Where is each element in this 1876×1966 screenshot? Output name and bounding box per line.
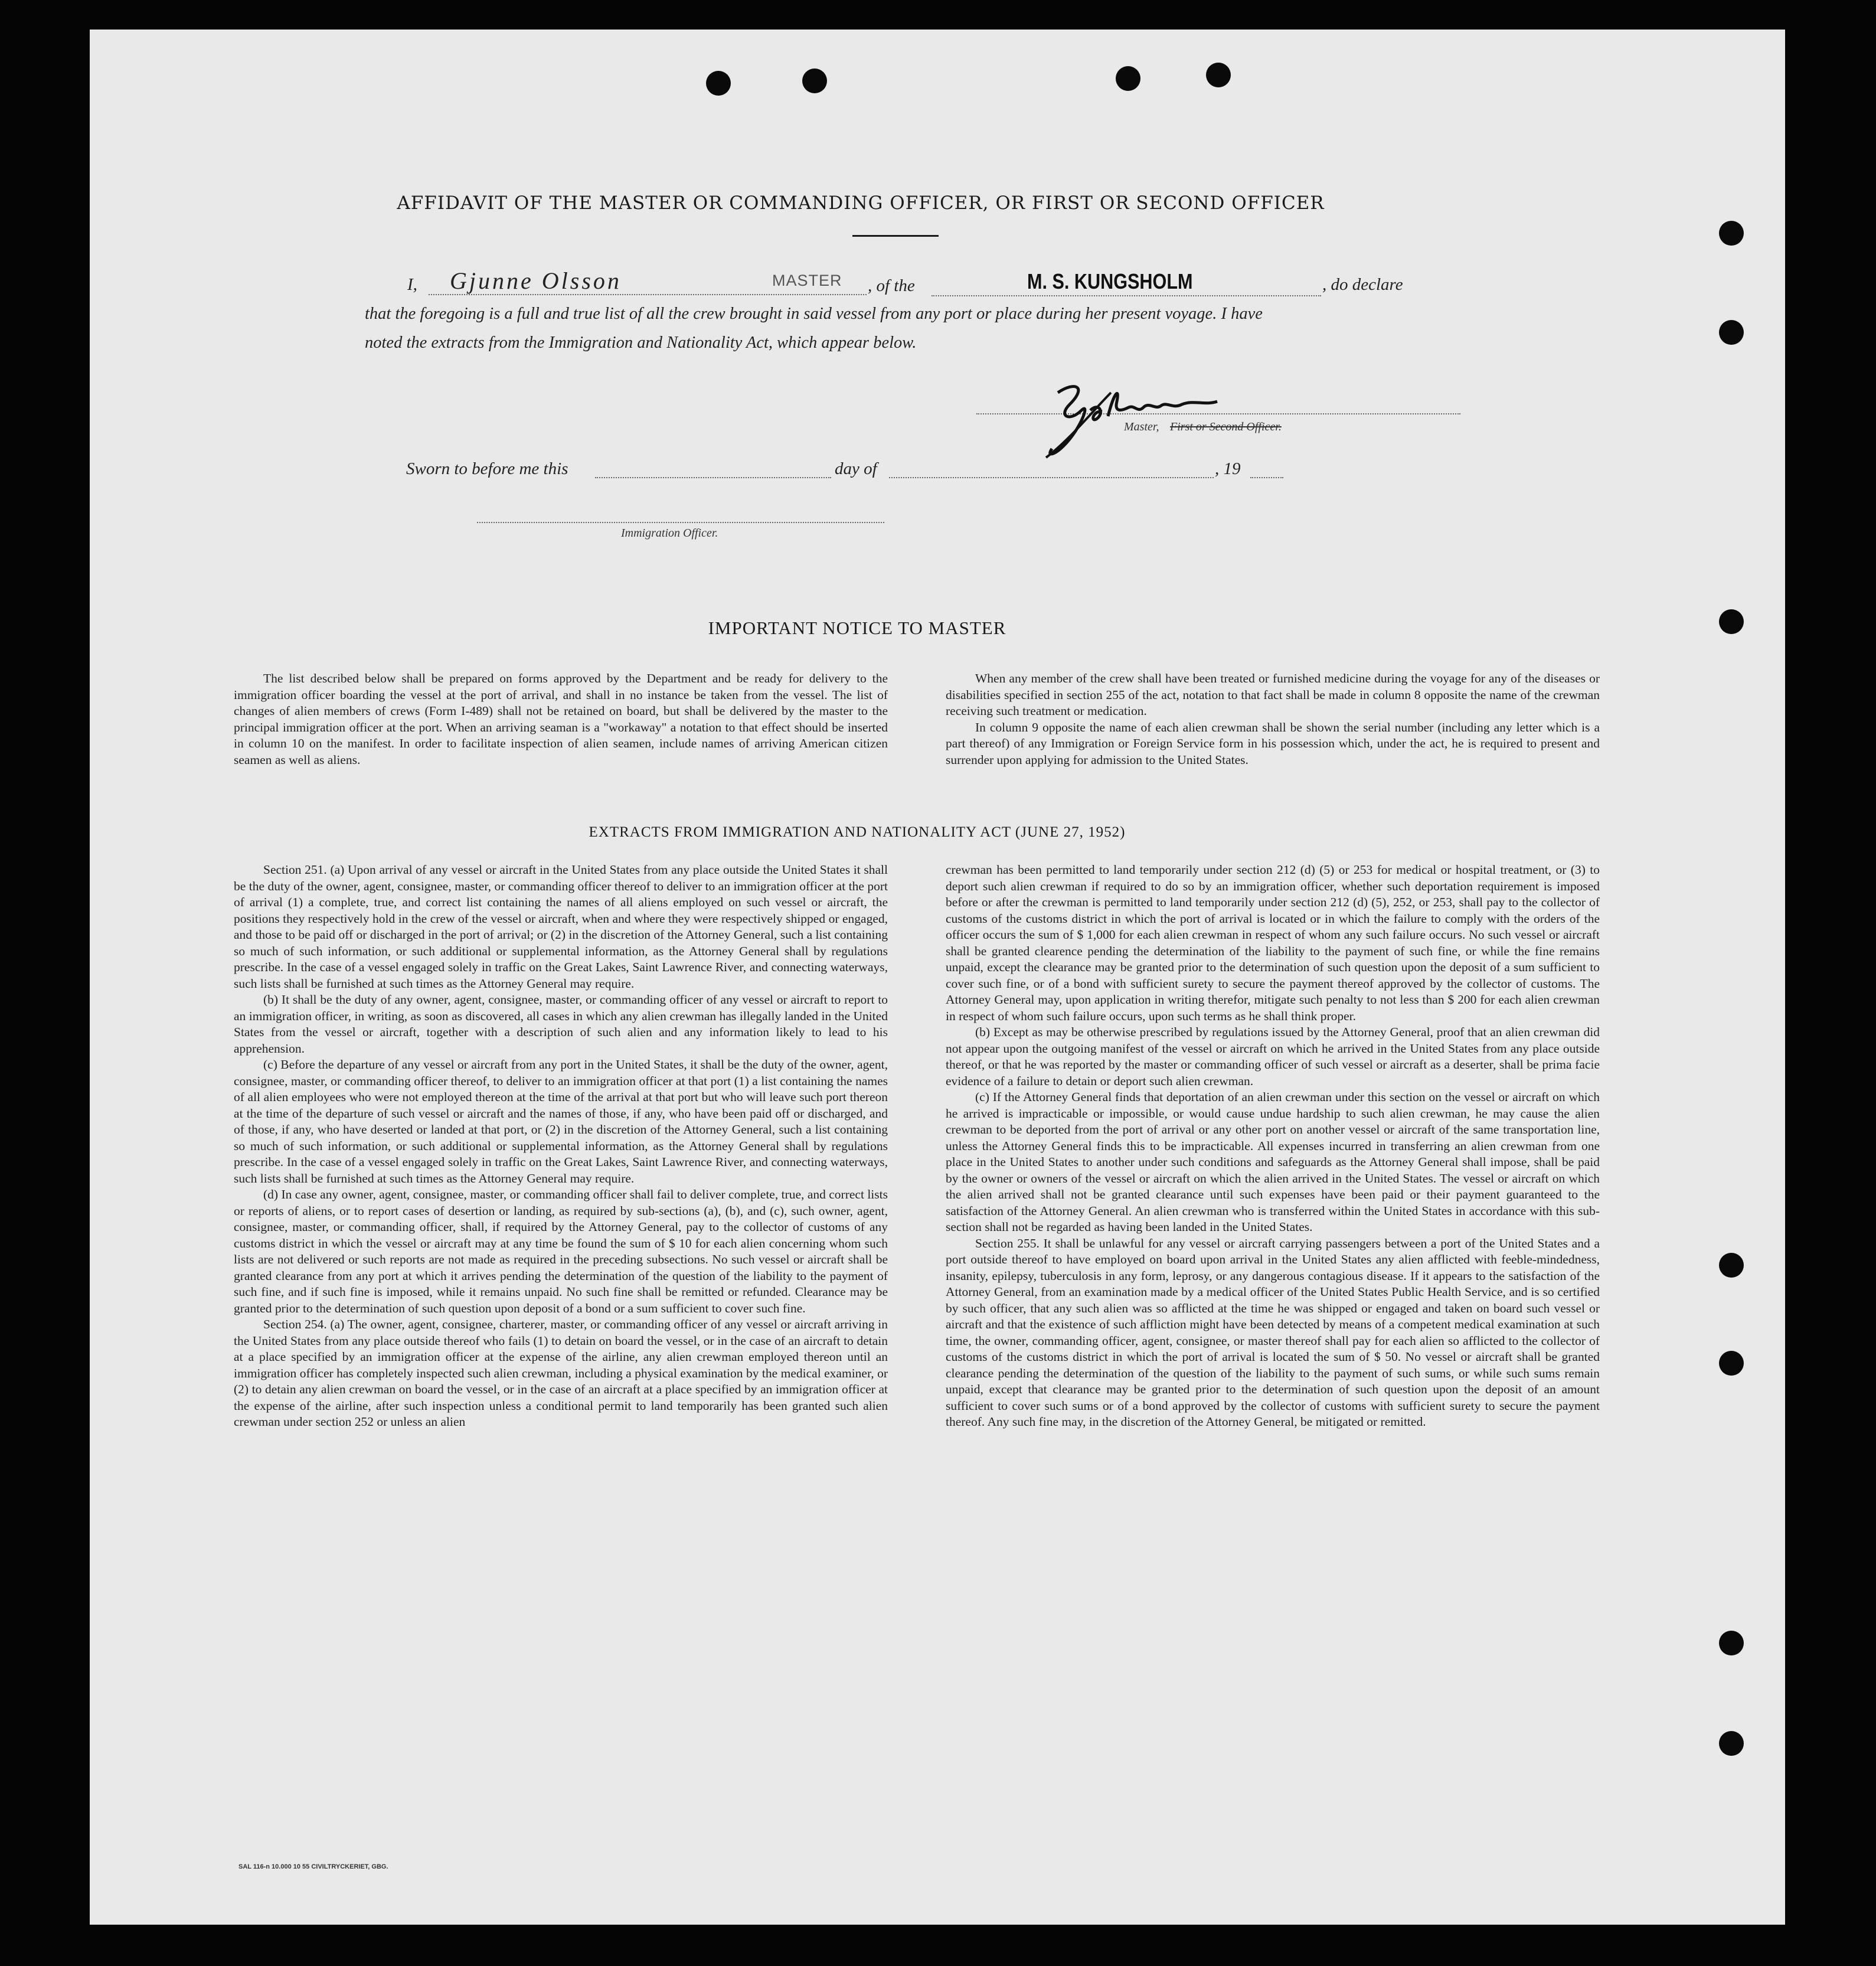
- sworn-month-line: [889, 477, 1214, 478]
- notice-left-column: [234, 671, 888, 768]
- vessel-name-line: [932, 295, 1321, 296]
- sworn-year-line: [1250, 477, 1283, 478]
- form-footer: SAL 116-n 10.000 10 55 CIVILTRYCKERIET, GBG.: [238, 1863, 388, 1870]
- vessel-name: M. S. KUNGSHOLM: [1027, 269, 1193, 293]
- notice-left-paragraph: The list described below shall be prepared on forms approved by the Department and be ready for delivery to the immigration officer boarding the vessel at the port of arrival, and shall in no instance be taken from the vessel. The list of changes of alien members of crews (Form I-489) shall not be retained on board, but shall be delivered by the master to the principal immigration officer at the port. When an arriving seaman is a "workaway" a notation to that effect should be inserted in column 10 on the manifest. In order to facilitate inspection of alien seamen, include names of arriving American citizen seamen as well as aliens.: [234, 671, 888, 767]
- do-declare-label: , do declare: [1322, 275, 1403, 294]
- master-stamp: MASTER: [772, 272, 842, 289]
- extracts-heading: EXTRACTS FROM IMMIGRATION AND NATIONALITY ACT (JUNE 27, 1952): [589, 824, 1126, 840]
- notice-right-column: [946, 671, 1600, 768]
- punch-hole: [1719, 1731, 1744, 1756]
- master-signature: [1034, 369, 1247, 463]
- sworn-label: Sworn to before me this: [406, 459, 568, 478]
- day-of-label: day of: [835, 459, 877, 478]
- immigration-officer-line: [477, 522, 884, 523]
- punch-hole: [1719, 1351, 1744, 1376]
- extract-paragraph: (c) Before the departure of any vessel or aircraft from any port in the United States, it shall be the duty of the owner, agent, consignee, master, or commanding officer thereof, to deliver to an immigration officer at that port (1) a list containing the names of all alien employees who were not employed thereon at the time of the arrival at that port but who will leave such port thereon at the time of the departure of such vessel or aircraft and the names of those, if any, who have been paid off or discharged, and of those, if any, who have deserted or landed at that port, or (2) in the discretion of the Attorney General, such a list containing so much of such information, or such additional or supplemental information, as the Attorney General shall by regulations prescribe. In the case of a vessel engaged solely in traffic on the Great Lakes, Saint Lawrence River, and connecting waterways, such lists shall be furnished at such times as the Attorney General may require.: [234, 1057, 888, 1186]
- extract-paragraph: (b) Except as may be otherwise prescribed by regulations issued by the Attorney General, proof that an alien crewman did not appear upon the outgoing manifest of the vessel or aircraft on which he arrived in the United States from any place outside thereof, or that he was reported by the master or commanding officer of such vessel or aircraft as a deserter, shall be prima facie evidence of a failure to detain or deport such alien crewman.: [946, 1025, 1600, 1088]
- extract-paragraph: (c) If the Attorney General finds that deportation of an alien crewman under this section on the vessel or aircraft on which he arrived is impracticable or impossible, or would cause undue hardship to such alien crewman, he may cause the alien crewman to be deported from the port of arrival or any other port on another vessel or aircraft of the same transportation line, unless the Attorney General finds this to be impracticable. All expenses incurred in transferring an alien crewman from one place in the United States to another under such conditions and safeguards as the Attorney General shall impose, shall be paid by the owner or owners of the vessel or aircraft on which the alien arrived in the United States. The vessel or aircraft on which the alien arrived shall not be granted clearance until such expenses have been paid or their payment guaranteed to the satisfaction of the Attorney General. An alien crewman who is transferred within the United States in accordance with this sub-section shall not be regarded as having been landed in the United States.: [946, 1090, 1600, 1234]
- extract-paragraph: Section 254. (a) The owner, agent, consignee, charterer, master, or commanding officer of any vessel or aircraft arriving in the United States from any place outside thereof who fails (1) to detain on board the vessel, or in the case of an aircraft to detain at a place specified by an immigration officer at the expense of the airline, any alien crewman employed thereon until an immigration officer has completely inspected such alien crewman, including a physical examination by the medical examiner, or (2) to detain any alien crewman on board the vessel, or in the case of an aircraft at a place specified by an immigration officer at the expense of the airline, after such inspection unless a conditional permit to land temporarily has been granted such alien crewman under section 252 or unless an alien: [234, 1317, 888, 1429]
- sworn-day-line: [595, 477, 831, 478]
- declaration-line-3: noted the extracts from the Immigration and Nationality Act, which appear below.: [365, 334, 917, 352]
- declaration-line-2: that the foregoing is a full and true list of all the crew brought in said vessel from any port or place during her present voyage. I have: [365, 305, 1263, 323]
- master-name-handwritten: Gjunne Olsson: [450, 267, 622, 294]
- punch-hole: [1719, 221, 1744, 246]
- punch-hole: [1719, 1631, 1744, 1655]
- punch-hole: [1206, 63, 1231, 87]
- signature-caption-master: Master,: [1124, 420, 1159, 433]
- year-label: , 19: [1215, 459, 1241, 478]
- of-the-label: , of the: [868, 276, 915, 295]
- punch-hole: [802, 68, 827, 93]
- affidavit-title: AFFIDAVIT OF THE MASTER OR COMMANDING OFFICER, OR FIRST OR SECOND OFFICER: [397, 192, 1325, 214]
- notice-right-paragraph-2: In column 9 opposite the name of each alien crewman shall be shown the serial number (including any letter which is a part thereof) of any Immigration or Foreign Service form in his possession which, under the act, he is required to present and surrender upon applying for admission to the United States.: [946, 720, 1600, 767]
- notice-right-paragraph-1: When any member of the crew shall have been treated or furnished medicine during the voyage for any of the diseases or disabilities specified in section 255 of the act, notation to that fact shall be made in column 8 opposite the name of the crewman receiving such treatment or medication.: [946, 671, 1600, 718]
- extract-paragraph: Section 255. It shall be unlawful for any vessel or aircraft carrying passengers between a port of the United States and a port outside thereof to have employed on board upon arrival in the United States any alien afflicted with feeble-mindedness, insanity, epilepsy, tuberculosis in any form, leprosy, or any dangerous contagious disease. If it appears to the satisfaction of the Attorney General, from an examination made by a medical officer of the United States Public Health Service, and is so certified by such officer, that any such alien was so afflicted at the time he was shipped or engaged and taken on board such vessel or aircraft and that the existence of such affliction might have been detected by means of a competent medical examination at such time, the owner, commanding officer, agent, consignee, or master thereof shall pay for each alien so afflicted to the collector of customs of the customs district in which the port of arrival is located the sum of $ 50. No vessel or aircraft shall be granted clearance pending the determination of the question of the liability to the payment of such sums, or while such sums remain unpaid, except that clearance may be granted prior to the determination of such question upon the deposit of an amount sufficient to cover such sums or of a bond approved by the collector of customs with sufficient surety to secure the payment thereof. Any such fine may, in the discretion of the Attorney General, be mitigated or remitted.: [946, 1236, 1600, 1429]
- extracts-left-column: [234, 862, 888, 1431]
- extract-paragraph: Section 251. (a) Upon arrival of any vessel or aircraft in the United States from any place outside the United States it shall be the duty of the owner, agent, consignee, master, or commanding officer thereof to deliver to an immigration officer at the port of arrival (1) a complete, true, and correct list containing the names of all aliens employed on such vessel or aircraft, the positions they respectively hold in the crew of the vessel or aircraft, when and where they were respectively shipped or engaged, and those to be paid off or discharged in the port of arrival; or (2) in the discretion of the Attorney General, such a list containing so much of such information, or such additional or supplemental information, as the Attorney General shall by regulations prescribe. In the case of a vessel engaged solely in traffic on the Great Lakes, Saint Lawrence River, and connecting waterways, such lists shall be furnished at such times as the Attorney General may require.: [234, 863, 888, 991]
- signature-caption-struck: First or Second Officer.: [1170, 420, 1282, 433]
- notice-heading: IMPORTANT NOTICE TO MASTER: [708, 618, 1006, 638]
- punch-hole: [1719, 1253, 1744, 1278]
- document-page: [90, 30, 1785, 1925]
- punch-hole: [1719, 320, 1744, 345]
- punch-hole: [1116, 66, 1140, 91]
- extract-paragraph: (b) It shall be the duty of any owner, agent, consignee, master, or commanding officer of any vessel or aircraft to report to an immigration officer, in writing, as soon as discovered, all cases in which any alien crewman has illegally landed in the United States from the vessel or aircraft, together with a description of such alien and any information likely to lead to his apprehension.: [234, 992, 888, 1056]
- declaration-i: I,: [407, 275, 417, 294]
- extract-paragraph: (d) In case any owner, agent, consignee, master, or commanding officer shall fail to deliver complete, true, and correct lists or reports of aliens, or to report cases of desertion or landing, as required by sub-sections (a), (b), and (c), such owner, agent, consignee, master, or commanding officer, shall, if required by the Attorney General, pay to the collector of customs of any customs district in which the vessel or aircraft may at any time be found the sum of $ 10 for each alien concerning whom such lists are not delivered or such reports are not made as required in the preceding subsections. No such vessel or aircraft shall be granted clearance from any port at which it arrives pending the determination of the question of the liability to the payment of such fine, and if such fine is imposed, while it remains unpaid. No such fine shall be remitted or refunded. Clearance may be granted prior to the determination of such question upon deposit of a bond or a sum sufficient to cover such fine.: [234, 1187, 888, 1315]
- extracts-right-column: [946, 862, 1600, 1431]
- immigration-officer-label: Immigration Officer.: [621, 527, 718, 540]
- punch-hole: [706, 71, 731, 96]
- title-underline: [852, 235, 939, 237]
- punch-hole: [1719, 609, 1744, 634]
- extract-paragraph: crewman has been permitted to land temporarily under section 212 (d) (5) or 253 for medical or hospital treatment, or (3) to deport such alien crewman if required to do so by an immigration officer, whether such deportation requirement is imposed before or after the crewman is permitted to land temporarily under section 212 (d) (5), 252, or 253, shall pay to the collector of customs of the customs district in which the port of arrival is located or in which the failure to comply with the orders of the officer occurs the sum of $ 1,000 for each alien crewman in respect of whom any such failure occurs. No such vessel or aircraft shall be granted clearence pending the determination of the liability to the payment of such fine, or while the fine remains unpaid, except the clearance may be granted prior to the determination of such question upon the deposit of a sum sufficient to cover such fine, or of a bond with sufficient surety to secure the payment thereof approved by the collector of customs. The Attorney General may, upon application in writing therefor, mitigate such penalty to not less than $ 200 for each alien crewman in respect of whom such failure occurs, upon such terms as he shall think proper.: [946, 863, 1600, 1023]
